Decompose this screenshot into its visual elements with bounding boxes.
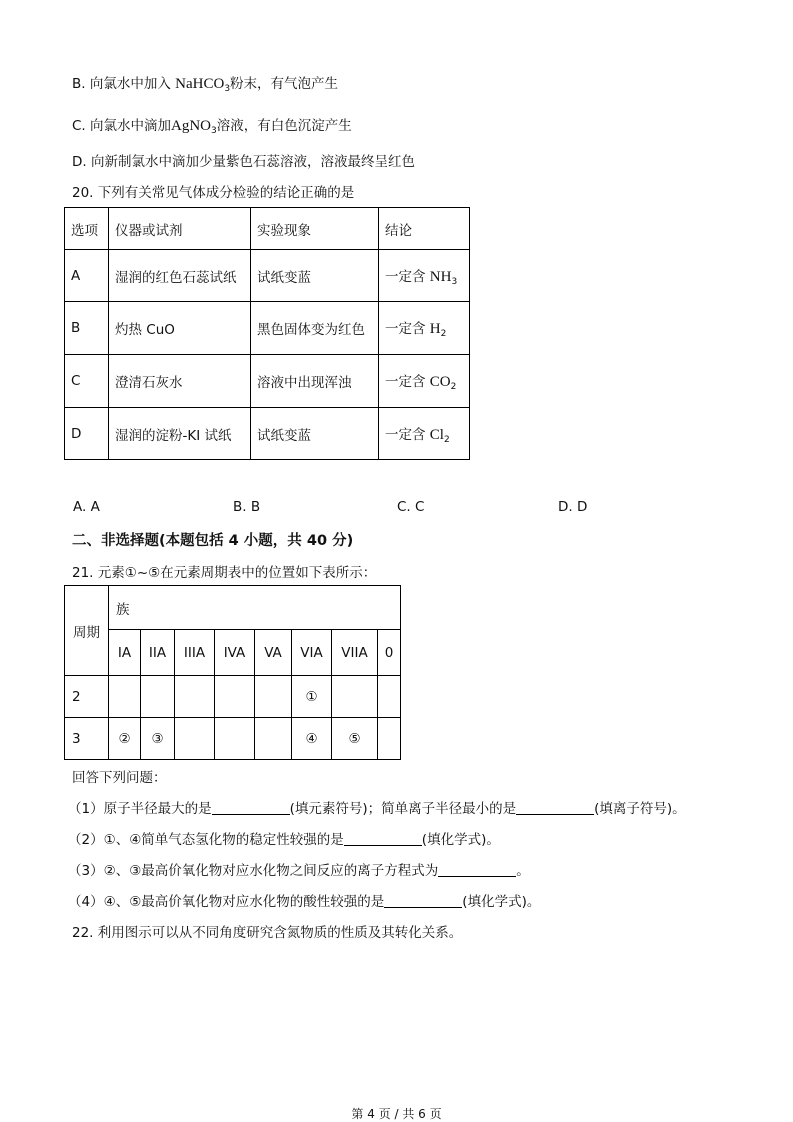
table-row: [65, 676, 401, 718]
group-cell: VIIA: [332, 630, 378, 676]
cell: [379, 408, 470, 460]
text: （2）①、④简单气态氢化物的稳定性较强的是: [68, 832, 344, 848]
cell: [215, 676, 255, 718]
cell: ⑤: [332, 718, 378, 760]
formula: CO: [429, 374, 451, 390]
text: 一定含: [385, 321, 430, 337]
text: 一定含: [385, 426, 430, 443]
formula: NaHCO: [175, 76, 225, 92]
table-row: [65, 250, 470, 302]
question-20-stem: 20. 下列有关常见气体成分检验的结论正确的是: [72, 185, 355, 201]
choice-c: C. C: [397, 499, 425, 515]
answer-blank[interactable]: [516, 800, 594, 815]
table-row: [65, 355, 470, 408]
group-cell: VIA: [292, 630, 332, 676]
answer-blank[interactable]: [384, 893, 462, 908]
formula: H: [429, 321, 441, 337]
cell: 溶液中出现浑浊: [251, 355, 379, 408]
cell: [379, 302, 470, 355]
gas-test-table: [64, 207, 470, 460]
subscript: 2: [440, 329, 447, 339]
formula: Cl: [429, 426, 444, 443]
text: （4）④、⑤最高价氧化物对应水化物的酸性较强的是: [68, 894, 385, 910]
text: (填化学式)。: [421, 832, 500, 848]
group-cell: 0: [378, 630, 401, 676]
header-cell: 实验现象: [251, 208, 379, 250]
group-cell: IVA: [215, 630, 255, 676]
cell: 黑色固体变为红色: [251, 302, 379, 355]
text: (填离子符号)。: [594, 801, 686, 817]
option-b: [72, 72, 338, 94]
cell: ④: [292, 718, 332, 760]
cell: [175, 676, 215, 718]
option-c: [72, 114, 352, 136]
group-cell: VA: [255, 630, 292, 676]
text: （1）原子半径最大的是: [68, 801, 212, 817]
period-cell: 2: [65, 676, 109, 718]
group-cell: IIIA: [175, 630, 215, 676]
question-21-stem: 21. 元素①~⑤在元素周期表中的位置如下表所示：: [72, 565, 377, 581]
cell: [332, 676, 378, 718]
table-row: [65, 718, 401, 760]
text: 溶液，有白色沉淀产生: [216, 118, 352, 134]
cell: [255, 718, 292, 760]
text: (填化学式)。: [462, 894, 541, 910]
text: 一定含: [385, 268, 430, 285]
subscript: 3: [211, 126, 217, 136]
option-d: D. 向新制氯水中滴加少量紫色石蕊溶液，溶液最终呈红色: [72, 154, 415, 170]
table-row: [65, 302, 470, 355]
cell: ③: [141, 718, 175, 760]
text: C. 向氯水中滴加: [72, 118, 172, 134]
subquestion-4: [68, 890, 540, 910]
subscript: 3: [224, 84, 231, 94]
cell: 湿润的淀粉-KI 试纸: [109, 408, 251, 460]
text: (填元素符号)；简单离子半径最小的是: [289, 801, 517, 817]
answer-blank[interactable]: [344, 831, 422, 846]
group-cell: IA: [109, 630, 141, 676]
cell: A: [65, 250, 109, 302]
cell: [141, 676, 175, 718]
header-cell: 仪器或试剂: [109, 208, 251, 250]
text: 一定含: [385, 374, 430, 390]
choice-d: D. D: [558, 499, 588, 515]
text: （3）②、③最高价氧化物对应水化物之间反应的离子方程式为: [68, 863, 439, 879]
cell: 灼热 CuO: [109, 302, 251, 355]
periodic-table: [64, 585, 401, 760]
cell: [109, 676, 141, 718]
cell: B: [65, 302, 109, 355]
cell: [378, 676, 401, 718]
group-row: [65, 630, 401, 676]
group-cell: IIA: [141, 630, 175, 676]
section-heading: 二、非选择题(本题包括 4 小题，共 40 分): [72, 533, 354, 549]
answer-blank[interactable]: [212, 800, 290, 815]
subquestion-3: [68, 859, 530, 879]
cell: [255, 676, 292, 718]
text: 。: [516, 863, 530, 879]
page-footer: 第 4 页 / 共 6 页: [351, 1107, 442, 1121]
choice-b: B. B: [233, 499, 261, 515]
text: B. 向氯水中加入: [72, 76, 176, 92]
subquestion-2: [68, 828, 500, 848]
period-header: 周期: [65, 586, 109, 676]
cell: ①: [292, 676, 332, 718]
table-row: [65, 408, 470, 460]
cell: 湿润的红色石蕊试纸: [109, 250, 251, 302]
cell: [379, 355, 470, 408]
cell: [378, 718, 401, 760]
table-header-row: [65, 208, 470, 250]
cell: 试纸变蓝: [251, 250, 379, 302]
header-cell: 选项: [65, 208, 109, 250]
subquestion-1: [68, 797, 686, 817]
formula: AgNO: [171, 118, 212, 134]
subscript: 2: [450, 382, 457, 392]
choice-a: A. A: [73, 499, 100, 515]
prompt: 回答下列问题：: [72, 770, 167, 786]
cell: C: [65, 355, 109, 408]
text: 粉末，有气泡产生: [230, 76, 339, 92]
cell: [215, 718, 255, 760]
cell: 试纸变蓝: [251, 408, 379, 460]
group-header: 族: [109, 586, 401, 630]
cell: 澄清石灰水: [109, 355, 251, 408]
cell: ②: [109, 718, 141, 760]
question-22-stem: 22. 利用图示可以从不同角度研究含氮物质的性质及其转化关系。: [72, 925, 463, 941]
cell: D: [65, 408, 109, 460]
formula: NH: [429, 268, 452, 285]
subscript: 3: [451, 276, 458, 287]
header-cell: 结论: [379, 208, 470, 250]
table-header-row: [65, 586, 401, 630]
cell: [379, 250, 470, 302]
answer-blank[interactable]: [438, 862, 516, 877]
cell: [175, 718, 215, 760]
period-cell: 3: [65, 718, 109, 760]
subscript: 2: [443, 434, 450, 445]
